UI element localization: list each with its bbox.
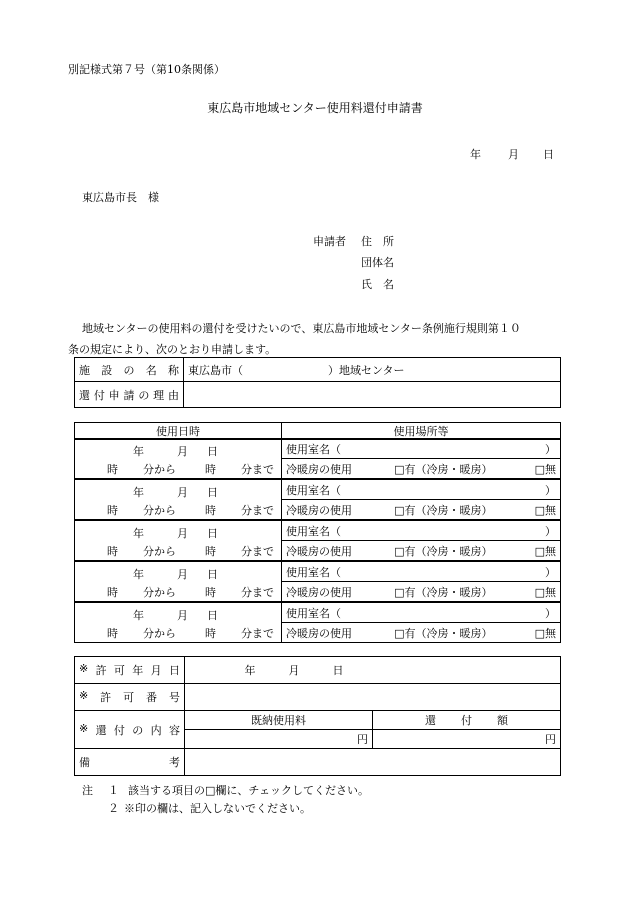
permit-month: 月 xyxy=(288,664,300,677)
usage-end-hour: 時 xyxy=(205,585,216,599)
usage-day: 日 xyxy=(207,444,218,458)
label-char: 号 xyxy=(168,691,180,704)
usage-datetime-cell[interactable] xyxy=(75,480,282,520)
label-char: 付 xyxy=(93,388,105,402)
usage-start-minute: 分から xyxy=(143,462,176,476)
usage-day: 日 xyxy=(207,567,218,581)
usage-datetime-header: 使用日時 xyxy=(75,423,282,440)
usage-end-hour: 時 xyxy=(205,503,216,517)
label-char: 備 xyxy=(79,756,90,769)
usage-start-hour: 時 xyxy=(107,585,118,599)
usage-start-minute: 分から xyxy=(143,626,176,640)
label-char: 還 xyxy=(425,714,436,727)
facility-name-label xyxy=(75,358,184,382)
usage-row-block xyxy=(74,438,561,479)
addressee: 東広島市長 様 xyxy=(82,191,159,204)
usage-start-hour: 時 xyxy=(107,626,118,640)
usage-year: 年 xyxy=(133,608,144,622)
usage-end-hour: 時 xyxy=(205,544,216,558)
label-char: 付 xyxy=(461,714,472,727)
refund-content-label xyxy=(75,711,185,749)
usage-month: 月 xyxy=(177,526,188,540)
official-table xyxy=(74,656,561,776)
usage-datetime-cell[interactable] xyxy=(75,521,282,561)
label-char: 理 xyxy=(153,388,165,402)
label-char: の xyxy=(123,363,135,377)
label-char: 請 xyxy=(123,388,135,402)
room-name-field[interactable] xyxy=(282,603,561,623)
room-name-close: ） xyxy=(545,483,556,497)
label-char: 還 xyxy=(79,388,90,402)
room-name-label: 使用室名（ xyxy=(286,442,341,456)
notes-label: 注 xyxy=(82,784,93,797)
usage-day: 日 xyxy=(207,608,218,622)
label-char: 番 xyxy=(146,691,158,704)
usage-end-minute: 分まで xyxy=(241,585,274,599)
label-char: 許 xyxy=(100,691,112,704)
label-char: 称 xyxy=(168,363,179,377)
body-text-line2: 条の規定により、次のとおり申請します。 xyxy=(68,343,277,356)
refund-amount-field[interactable] xyxy=(373,730,561,749)
usage-datetime-cell[interactable] xyxy=(75,603,282,643)
refund-reason-field[interactable] xyxy=(184,382,561,408)
label-char: 設 xyxy=(101,363,113,377)
label-char: ※ xyxy=(79,662,89,675)
label-char: 内 xyxy=(150,723,162,737)
usage-end-hour: 時 xyxy=(205,462,216,476)
ac-usage-field xyxy=(282,582,561,602)
usage-year: 年 xyxy=(133,526,144,540)
ac-no-checkbox[interactable]: □無 xyxy=(534,462,556,476)
refund-reason-label xyxy=(75,382,184,408)
permit-number-field[interactable] xyxy=(185,684,561,711)
label-char: ※ xyxy=(79,721,89,735)
facility-name-prefix: 東広島市（ xyxy=(188,363,243,377)
remarks-field[interactable] xyxy=(185,749,561,776)
ac-yes-checkbox[interactable]: □有（冷房・暖房） xyxy=(394,544,493,558)
body-text-line1: 地域センターの使用料の還付を受けたいので、東広島市地域センター条例施行規則第１０ xyxy=(82,322,521,335)
facility-table xyxy=(74,357,561,408)
yen-unit: 円 xyxy=(357,733,368,746)
ac-usage-label: 冷暖房の使用 xyxy=(286,585,352,599)
room-name-close: ） xyxy=(545,442,556,456)
permit-date-label xyxy=(75,657,185,684)
label-char: 名 xyxy=(145,363,157,377)
usage-end-minute: 分まで xyxy=(241,462,274,476)
label-char: ※ xyxy=(79,689,89,702)
room-name-label: 使用室名（ xyxy=(286,483,341,497)
ac-usage-label: 冷暖房の使用 xyxy=(286,462,352,476)
label-char: 容 xyxy=(168,723,180,737)
usage-row-block xyxy=(74,479,561,520)
usage-end-minute: 分まで xyxy=(241,503,274,517)
form-label: 別記様式第７号（第10条関係） xyxy=(68,63,225,76)
ac-usage-label: 冷暖房の使用 xyxy=(286,503,352,517)
label-char: の xyxy=(132,723,144,737)
label-char: 日 xyxy=(168,664,180,677)
usage-day: 日 xyxy=(207,485,218,499)
label-char: 額 xyxy=(497,714,508,727)
usage-month: 月 xyxy=(177,444,188,458)
paid-fee-field[interactable] xyxy=(185,730,373,749)
date-month: 月 xyxy=(508,148,519,161)
ac-yes-checkbox[interactable]: □有（冷房・暖房） xyxy=(394,503,493,517)
usage-year: 年 xyxy=(133,485,144,499)
permit-date-field[interactable] xyxy=(185,657,561,684)
usage-start-minute: 分から xyxy=(143,585,176,599)
note-2-number: ２ xyxy=(108,802,119,815)
usage-start-hour: 時 xyxy=(107,462,118,476)
room-name-label: 使用室名（ xyxy=(286,524,341,538)
ac-usage-label: 冷暖房の使用 xyxy=(286,626,352,640)
permit-year: 年 xyxy=(244,664,256,677)
remarks-label xyxy=(75,749,185,776)
room-name-label: 使用室名（ xyxy=(286,565,341,579)
label-char: 可 xyxy=(123,691,135,704)
usage-row-block xyxy=(74,602,561,643)
label-char: 由 xyxy=(167,388,179,402)
label-char: 申 xyxy=(108,388,120,402)
yen-unit: 円 xyxy=(545,733,556,746)
room-name-field[interactable] xyxy=(282,480,561,500)
usage-month: 月 xyxy=(177,567,188,581)
label-char: 還 xyxy=(95,723,107,737)
usage-datetime-cell[interactable] xyxy=(75,562,282,602)
ac-yes-checkbox[interactable]: □有（冷房・暖房） xyxy=(394,462,493,476)
ac-yes-checkbox[interactable]: □有（冷房・暖房） xyxy=(394,626,493,640)
usage-row-block xyxy=(74,520,561,561)
date-day: 日 xyxy=(543,148,554,161)
room-name-field[interactable] xyxy=(282,439,561,459)
room-name-close: ） xyxy=(545,565,556,579)
permit-number-label xyxy=(75,684,185,711)
room-name-close: ） xyxy=(545,606,556,620)
label-char: 許 xyxy=(95,664,107,677)
label-char: 考 xyxy=(169,756,180,769)
usage-row-block xyxy=(74,561,561,602)
usage-place-header: 使用場所等 xyxy=(282,423,561,440)
room-name-field[interactable] xyxy=(282,521,561,541)
label-char: 月 xyxy=(150,664,162,677)
ac-usage-field xyxy=(282,459,561,479)
ac-no-checkbox[interactable]: □無 xyxy=(534,626,556,640)
usage-datetime-cell[interactable] xyxy=(75,439,282,479)
usage-start-hour: 時 xyxy=(107,544,118,558)
facility-name-suffix: ）地域センター xyxy=(328,363,405,377)
paid-fee-header: 既納使用料 xyxy=(185,711,373,730)
label-char: 付 xyxy=(113,723,125,737)
note-1-number: １ xyxy=(108,784,119,797)
ac-no-checkbox[interactable]: □無 xyxy=(534,503,556,517)
ac-no-checkbox[interactable]: □無 xyxy=(534,585,556,599)
applicant-name: 氏 名 xyxy=(361,278,394,291)
permit-day: 日 xyxy=(332,664,344,677)
note-1-text: 該当する項目の□欄に、チェックしてください。 xyxy=(128,784,370,797)
label-char: 施 xyxy=(79,363,90,377)
usage-end-minute: 分まで xyxy=(241,626,274,640)
ac-usage-field xyxy=(282,623,561,643)
applicant-group: 団体名 xyxy=(361,256,394,269)
refund-amount-header xyxy=(373,711,561,730)
usage-end-minute: 分まで xyxy=(241,544,274,558)
applicant-label: 申請者 xyxy=(313,235,346,248)
room-name-field[interactable] xyxy=(282,562,561,582)
ac-usage-field xyxy=(282,500,561,520)
date-year: 年 xyxy=(470,148,481,161)
ac-no-checkbox[interactable]: □無 xyxy=(534,544,556,558)
note-2-text: ※印の欄は、記入しないでください。 xyxy=(124,802,311,815)
applicant-address: 住 所 xyxy=(361,235,394,248)
label-char: の xyxy=(138,388,150,402)
room-name-close: ） xyxy=(545,524,556,538)
usage-month: 月 xyxy=(177,608,188,622)
label-char: 可 xyxy=(113,664,125,677)
usage-start-minute: 分から xyxy=(143,503,176,517)
usage-day: 日 xyxy=(207,526,218,540)
ac-usage-label: 冷暖房の使用 xyxy=(286,544,352,558)
facility-name-field[interactable] xyxy=(184,358,561,382)
usage-month: 月 xyxy=(177,485,188,499)
page-title: 東広島市地域センター使用料還付申請書 xyxy=(207,101,423,115)
ac-yes-checkbox[interactable]: □有（冷房・暖房） xyxy=(394,585,493,599)
usage-start-hour: 時 xyxy=(107,503,118,517)
usage-year: 年 xyxy=(133,444,144,458)
ac-usage-field xyxy=(282,541,561,561)
room-name-label: 使用室名（ xyxy=(286,606,341,620)
label-char: 年 xyxy=(132,664,144,677)
usage-year: 年 xyxy=(133,567,144,581)
usage-start-minute: 分から xyxy=(143,544,176,558)
usage-end-hour: 時 xyxy=(205,626,216,640)
